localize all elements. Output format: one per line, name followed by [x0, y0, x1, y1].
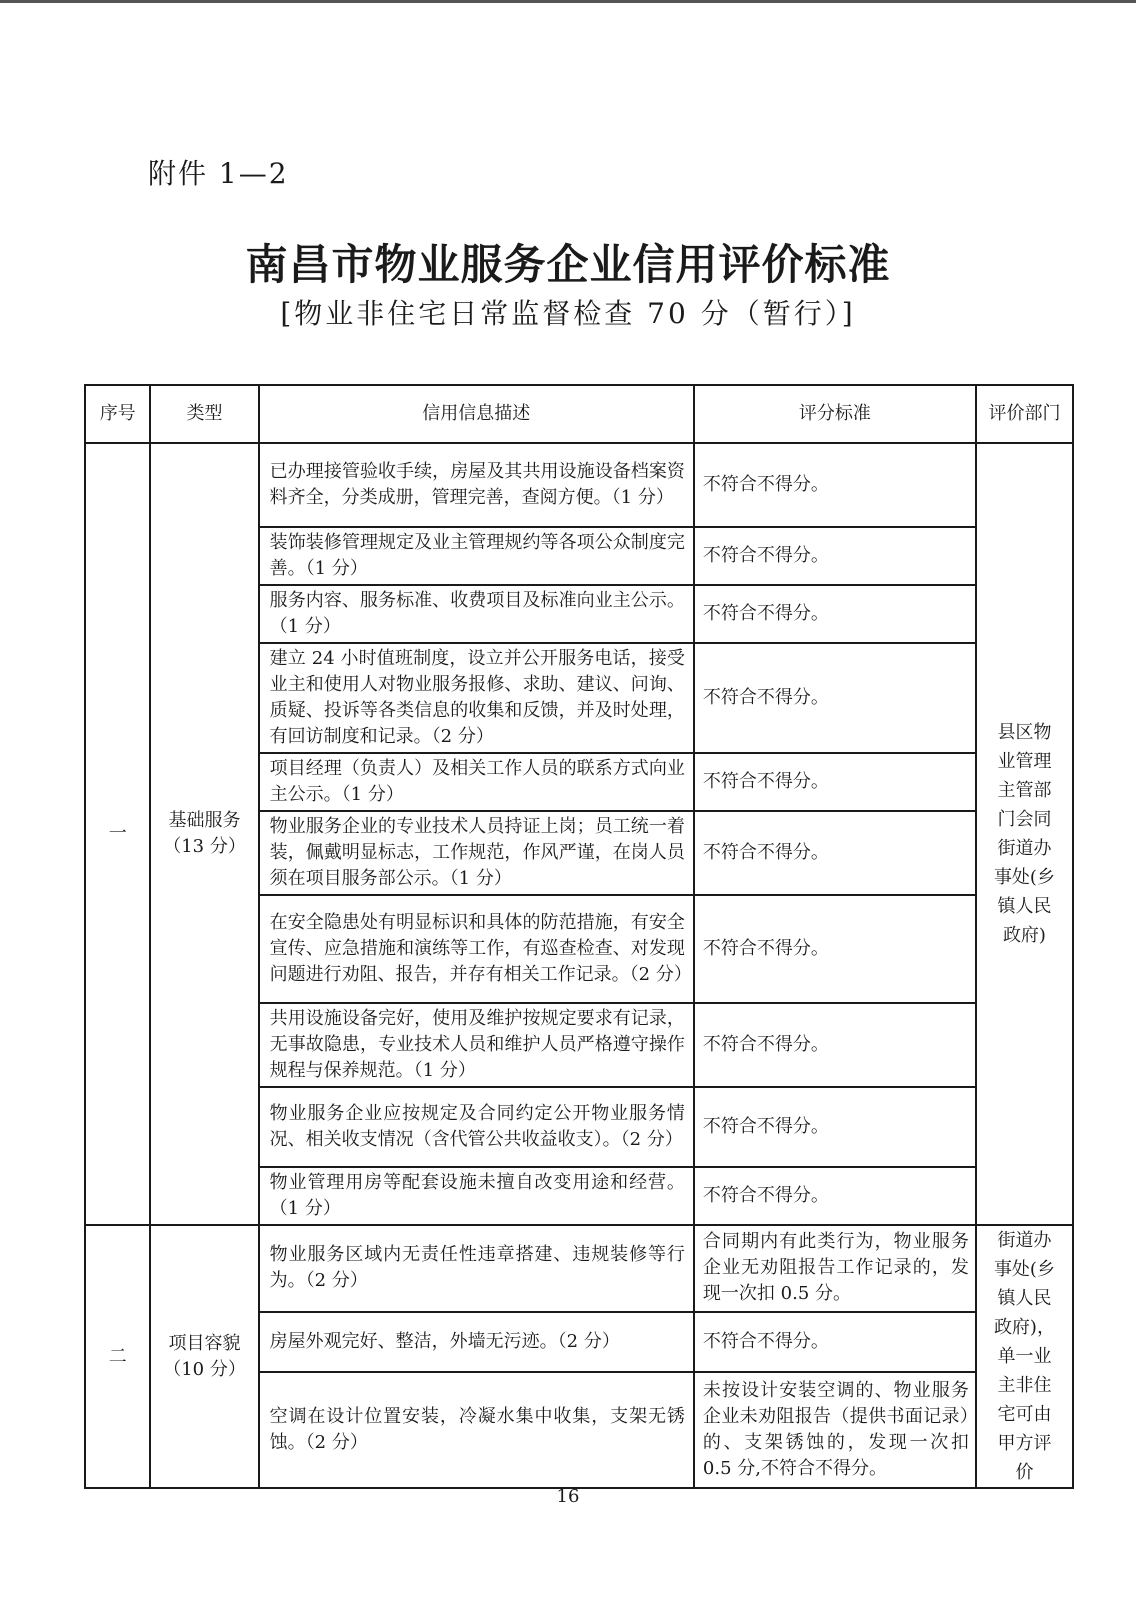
header-standard: 评分标准	[694, 385, 976, 443]
row-standard: 未按设计安装空调的、物业服务企业未劝阻报告（提供书面记录）的、支架锈蚀的，发现一次扣 0.5 分,不符合不得分。	[694, 1372, 976, 1488]
table-header-row	[85, 385, 1073, 443]
row-desc: 共用设施设备完好，使用及维护按规定要求有记录，无事故隐患，专业技术人员和维护人员严格遵守操作规程与保养规范。（1 分）	[259, 1003, 694, 1087]
row-desc: 项目经理（负责人）及相关工作人员的联系方式向业主公示。（1 分）	[259, 753, 694, 811]
table-row	[85, 1225, 1073, 1312]
group-1-dept	[976, 443, 1073, 1225]
row-standard: 不符合不得分。	[694, 1003, 976, 1087]
group-1-type-label: 基础服务（13 分）	[163, 810, 246, 857]
group-2-type	[150, 1225, 258, 1488]
group-1-no: 一	[85, 443, 150, 1225]
row-standard: 不符合不得分。	[694, 753, 976, 811]
row-desc: 物业服务企业应按规定及合同约定公开物业服务情况、相关收支情况（含代管公共收益收支）。（2 分）	[259, 1087, 694, 1167]
row-desc: 已办理接管验收手续，房屋及其共用设施设备档案资料齐全，分类成册，管理完善，查阅方便。（1 分）	[259, 443, 694, 527]
row-standard: 不符合不得分。	[694, 643, 976, 753]
row-desc: 服务内容、服务标准、收费项目及标准向业主公示。（1 分）	[259, 585, 694, 643]
row-desc: 物业服务区域内无责任性违章搭建、违规装修等行为。（2 分）	[259, 1225, 694, 1312]
group-2-type-label: 项目容貌（10 分）	[163, 1332, 246, 1380]
group-1-dept-label: 县区物业管理主管部门会同街道办事处(乡镇人民政府)	[993, 722, 1055, 946]
row-standard: 不符合不得分。	[694, 585, 976, 643]
row-standard: 不符合不得分。	[694, 527, 976, 585]
header-desc: 信用信息描述	[259, 385, 694, 443]
header-dept	[976, 385, 1073, 443]
group-2-no: 二	[85, 1225, 150, 1488]
group-1-type	[150, 443, 258, 1225]
document-subtitle: [物业非住宅日常监督检查 70 分（暂行）]	[280, 297, 856, 330]
header-no: 序号	[85, 385, 150, 443]
row-desc: 物业服务企业的专业技术人员持证上岗；员工统一着装，佩戴明显标志，工作规范，作风严谨，在岗人员须在项目服务部公示。（1 分）	[259, 811, 694, 895]
row-desc: 装饰装修管理规定及业主管理规约等各项公众制度完善。（1 分）	[259, 527, 694, 585]
table-row	[85, 443, 1073, 527]
row-desc: 物业管理用房等配套设施未擅自改变用途和经营。（1 分）	[259, 1167, 694, 1225]
row-standard: 不符合不得分。	[694, 895, 976, 1003]
group-2-dept-label: 街道办事处(乡镇人民政府)，单一业主非住宅可由甲方评价	[993, 1230, 1055, 1483]
group-2-dept	[976, 1225, 1073, 1488]
row-standard: 不符合不得分。	[694, 1167, 976, 1225]
row-standard: 不符合不得分。	[694, 1312, 976, 1372]
attachment-label: 附件 1—2	[148, 157, 289, 190]
header-type: 类型	[150, 385, 258, 443]
row-standard: 不符合不得分。	[694, 1087, 976, 1167]
row-desc: 在安全隐患处有明显标识和具体的防范措施，有安全宣传、应急措施和演练等工作，有巡查检查、对发现问题进行劝阻、报告，并存有相关工作记录。（2 分）	[259, 895, 694, 1003]
row-standard: 不符合不得分。	[694, 443, 976, 527]
header-dept-label: 评价部门	[988, 403, 1061, 424]
scan-top-edge	[0, 0, 1136, 3]
row-standard: 不符合不得分。	[694, 811, 976, 895]
page-number: 16	[556, 1486, 580, 1507]
credit-evaluation-table	[84, 384, 1074, 1489]
row-desc: 房屋外观完好、整洁，外墙无污迹。（2 分）	[259, 1312, 694, 1372]
document-title: 南昌市物业服务企业信用评价标准	[245, 240, 891, 289]
row-standard: 合同期内有此类行为，物业服务企业无劝阻报告工作记录的，发现一次扣 0.5 分。	[694, 1225, 976, 1312]
row-desc: 建立 24 小时值班制度，设立并公开服务电话，接受业主和使用人对物业服务报修、求助、建议、问询、质疑、投诉等各类信息的收集和反馈，并及时处理，有回访制度和记录。（2 分）	[259, 643, 694, 753]
row-desc: 空调在设计位置安装，冷凝水集中收集，支架无锈蚀。（2 分）	[259, 1372, 694, 1488]
